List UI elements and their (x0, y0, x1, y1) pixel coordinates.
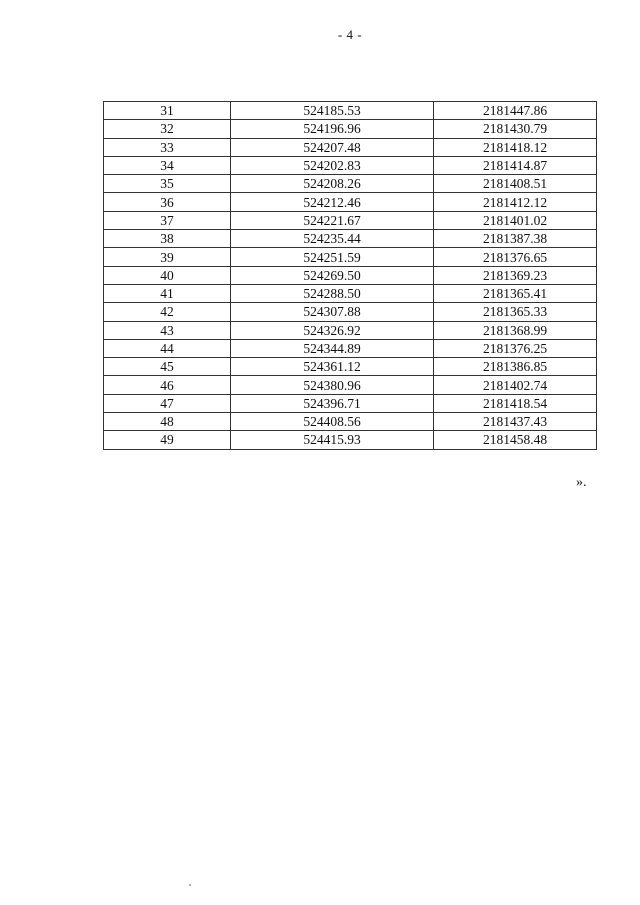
y-coordinate-cell: 2181402.74 (434, 376, 597, 394)
point-number-cell: 37 (104, 211, 231, 229)
x-coordinate-cell: 524221.67 (231, 211, 434, 229)
coordinates-table-body (104, 102, 597, 450)
point-number-cell: 34 (104, 156, 231, 174)
point-number-cell: 38 (104, 230, 231, 248)
x-coordinate-cell: 524396.71 (231, 394, 434, 412)
point-number-cell: 36 (104, 193, 231, 211)
point-number-cell: 46 (104, 376, 231, 394)
y-coordinate-cell: 2181401.02 (434, 211, 597, 229)
y-coordinate-cell: 2181437.43 (434, 413, 597, 431)
table-row (104, 138, 597, 156)
table-row (104, 413, 597, 431)
point-number-cell: 41 (104, 284, 231, 302)
closing-quote-mark: ». (576, 475, 587, 490)
y-coordinate-cell: 2181365.41 (434, 284, 597, 302)
y-coordinate-cell: 2181387.38 (434, 230, 597, 248)
x-coordinate-cell: 524344.89 (231, 339, 434, 357)
y-coordinate-cell: 2181376.65 (434, 248, 597, 266)
table-row (104, 358, 597, 376)
table-row (104, 284, 597, 302)
table-row (104, 102, 597, 120)
x-coordinate-cell: 524196.96 (231, 120, 434, 138)
y-coordinate-cell: 2181458.48 (434, 431, 597, 449)
x-coordinate-cell: 524207.48 (231, 138, 434, 156)
y-coordinate-cell: 2181418.12 (434, 138, 597, 156)
y-coordinate-cell: 2181369.23 (434, 266, 597, 284)
table-row (104, 431, 597, 449)
x-coordinate-cell: 524361.12 (231, 358, 434, 376)
x-coordinate-cell: 524202.83 (231, 156, 434, 174)
table-row (104, 156, 597, 174)
table-row (104, 230, 597, 248)
x-coordinate-cell: 524235.44 (231, 230, 434, 248)
x-coordinate-cell: 524251.59 (231, 248, 434, 266)
coordinates-table (103, 101, 597, 450)
table-row (104, 303, 597, 321)
point-number-cell: 47 (104, 394, 231, 412)
table-row (104, 266, 597, 284)
x-coordinate-cell: 524380.96 (231, 376, 434, 394)
x-coordinate-cell: 524185.53 (231, 102, 434, 120)
y-coordinate-cell: 2181368.99 (434, 321, 597, 339)
x-coordinate-cell: 524307.88 (231, 303, 434, 321)
point-number-cell: 49 (104, 431, 231, 449)
table-row (104, 120, 597, 138)
x-coordinate-cell: 524208.26 (231, 175, 434, 193)
x-coordinate-cell: 524415.93 (231, 431, 434, 449)
point-number-cell: 43 (104, 321, 231, 339)
table-row (104, 321, 597, 339)
point-number-cell: 44 (104, 339, 231, 357)
y-coordinate-cell: 2181418.54 (434, 394, 597, 412)
x-coordinate-cell: 524408.56 (231, 413, 434, 431)
table-row (104, 339, 597, 357)
point-number-cell: 35 (104, 175, 231, 193)
point-number-cell: 48 (104, 413, 231, 431)
x-coordinate-cell: 524212.46 (231, 193, 434, 211)
point-number-cell: 31 (104, 102, 231, 120)
point-number-cell: 39 (104, 248, 231, 266)
point-number-cell: 45 (104, 358, 231, 376)
page-number: - 4 - (337, 27, 363, 42)
table-row (104, 376, 597, 394)
table-row (104, 248, 597, 266)
table-row (104, 211, 597, 229)
point-number-cell: 42 (104, 303, 231, 321)
x-coordinate-cell: 524269.50 (231, 266, 434, 284)
point-number-cell: 40 (104, 266, 231, 284)
x-coordinate-cell: 524326.92 (231, 321, 434, 339)
y-coordinate-cell: 2181376.25 (434, 339, 597, 357)
y-coordinate-cell: 2181430.79 (434, 120, 597, 138)
table-row (104, 193, 597, 211)
x-coordinate-cell: 524288.50 (231, 284, 434, 302)
y-coordinate-cell: 2181447.86 (434, 102, 597, 120)
stray-dot (189, 884, 191, 886)
point-number-cell: 32 (104, 120, 231, 138)
y-coordinate-cell: 2181414.87 (434, 156, 597, 174)
table-row (104, 394, 597, 412)
y-coordinate-cell: 2181365.33 (434, 303, 597, 321)
y-coordinate-cell: 2181412.12 (434, 193, 597, 211)
point-number-cell: 33 (104, 138, 231, 156)
y-coordinate-cell: 2181408.51 (434, 175, 597, 193)
y-coordinate-cell: 2181386.85 (434, 358, 597, 376)
table-row (104, 175, 597, 193)
